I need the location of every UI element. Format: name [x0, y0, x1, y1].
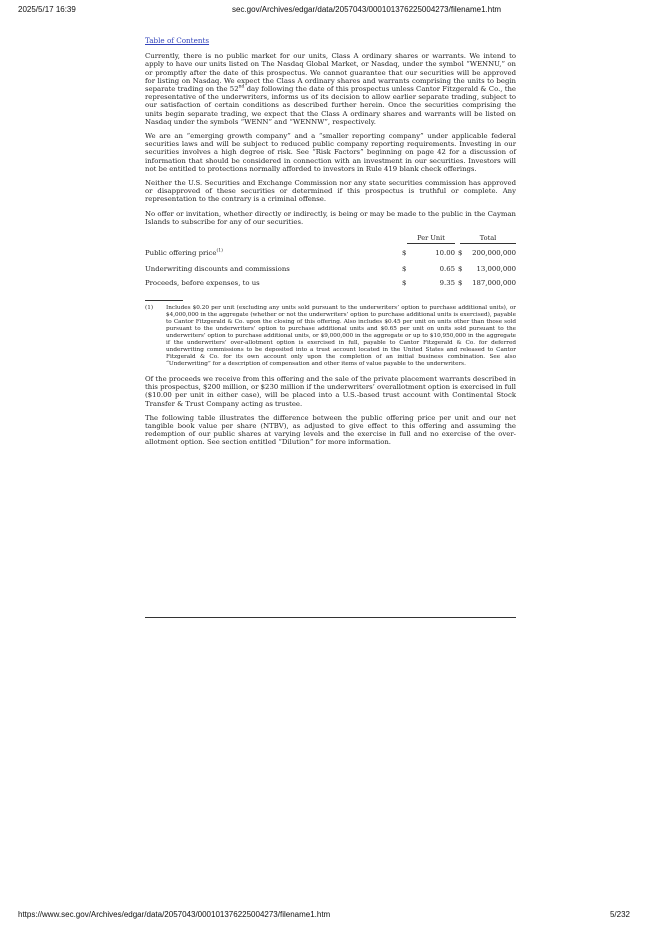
paragraph-listing-text-a: Currently, there is no public market for our units, Class A ordinary shares or warrants. We intend to apply to have our units listed on The Nasdaq Global Market, or Nasdaq, under the symbol “WENNU,” on or promptly after the date of this prospectus. We cannot guarantee that our securities will be approved for listing on Nasdaq. We expect the Class A ordinary shares and warrants comprising the units to begin separate trading on the 52 — [145, 52, 516, 94]
page-end-divider — [145, 617, 516, 618]
row-label — [145, 249, 223, 257]
footnote-number: (1) — [145, 305, 154, 312]
footnote-divider — [145, 300, 183, 301]
table-of-contents-link[interactable]: Table of Contents — [145, 36, 210, 45]
per-unit-value: 0.65 — [439, 265, 455, 274]
currency-sign: $ — [402, 265, 407, 274]
table-row — [145, 279, 516, 288]
document-body — [145, 37, 516, 453]
table-row — [145, 265, 516, 274]
paragraph-dilution: The following table illustrates the difference between the public offering price per unit and our net tangible book value per share (NTBV), as adjusted to give effect to this offering and assuming the redemption of our public shares at varying levels and the exercise in full and no exercise of the over-allotment option. See section entitled “Dilution” for more information. — [145, 413, 516, 447]
print-timestamp: 2025/5/17 16:39 — [18, 5, 76, 14]
per-unit-value: 9.35 — [439, 279, 455, 288]
paragraph-cayman-islands: No offer or invitation, whether directly or indirectly, is being or may be made to the public in the Cayman Islands to subscribe for any of our securities. — [145, 209, 516, 226]
paragraph-sec-disclaimer: Neither the U.S. Securities and Exchange Commission nor any state securities commission has approved or disapproved of these securities or determined if this prospectus is truthful or complete. Any representation to the contrary is a criminal offense. — [145, 179, 516, 204]
paragraph-listing — [145, 52, 516, 126]
print-footer-url: https://www.sec.gov/Archives/edgar/data/2057043/000101376225004273/filename1.htm — [18, 910, 331, 919]
total-value: 200,000,000 — [472, 249, 516, 258]
paragraph-emerging-growth: We are an “emerging growth company” and a “smaller reporting company” under applicable federal securities laws and will be subject to reduced public company reporting requirements. Investing in our securities involves a high degree of risk. See “Risk Factors” beginning on page 42 for a discussion of information that should be considered in connection with an investment in our securities. Investors will not be entitled to protections normally afforded to investors in Rule 419 blank check offerings. — [145, 132, 516, 173]
currency-sign: $ — [458, 265, 463, 274]
footnote-ref: (1) — [216, 248, 223, 254]
print-page-count: 5/232 — [609, 910, 630, 919]
column-header-total: Total — [460, 234, 516, 244]
row-label: Underwriting discounts and commissions — [145, 265, 290, 274]
currency-sign: $ — [458, 279, 463, 288]
print-page-title: sec.gov/Archives/edgar/data/2057043/000101376225004273/filename1.htm — [232, 5, 502, 14]
footnote-text: Includes $0.20 per unit (excluding any units sold pursuant to the underwriters’ option to purchase additional units), or $4,000,000 in the aggregate (whether or not the underwriters’ option to purchase additional units is exercised), payable to Cantor Fitzgerald & Co. upon the closing of this offering. Also includes $0.45 per unit on units other than those sold pursuant to the underwriters’ option to purchase additional units and $0.65 per unit on units sold pursuant to the underwriters’ option to purchase additional units, or $9,000,000 in the aggregate or up to $10,950,000 in the aggregate if the underwriters’ over-allotment option is exercised in full, payable to Cantor Fitzgerald & Co. for deferred underwriting commissions to be deposited into a trust account located in the United States and released to Cantor Fitzgerald & Co. for its own account only upon the completion of an initial business combination. See also “Underwriting” for a description of compensation and other items of value payable to the underwriters. — [166, 305, 516, 368]
currency-sign: $ — [458, 249, 463, 258]
row-label-text: Public offering price — [145, 249, 217, 258]
offering-price-table — [145, 234, 516, 294]
currency-sign: $ — [402, 249, 407, 258]
currency-sign: $ — [402, 279, 407, 288]
total-value: 13,000,000 — [476, 265, 516, 274]
table-row — [145, 249, 516, 258]
per-unit-value: 10.00 — [435, 249, 455, 258]
column-header-per-unit: Per Unit — [407, 234, 455, 244]
ordinal-superscript: nd — [238, 84, 245, 90]
total-value: 187,000,000 — [472, 279, 516, 288]
paragraph-trust-account: Of the proceeds we receive from this offering and the sale of the private placement warrants described in this prospectus, $200 million, or $230 million if the underwriters’ overallotment option is exercised in full ($10.00 per unit in either case), will be placed into a U.S.-based trust account with Continental Stock Transfer & Trust Company acting as trustee. — [145, 375, 516, 408]
row-label: Proceeds, before expenses, to us — [145, 279, 260, 288]
footnote — [145, 305, 516, 368]
paragraph-listing-text-b: day following the date of this prospectus unless Cantor Fitzgerald & Co., the representative of the underwriters, informs us of its decision to allow earlier separate trading, subject to our satisfaction of certain conditions as described further herein. Once the securities comprising the units begin separate trading, we expect that the Class A ordinary shares and warrants will be listed on Nasdaq under the symbols “WENN” and “WENNW”, respectively. — [145, 85, 516, 126]
